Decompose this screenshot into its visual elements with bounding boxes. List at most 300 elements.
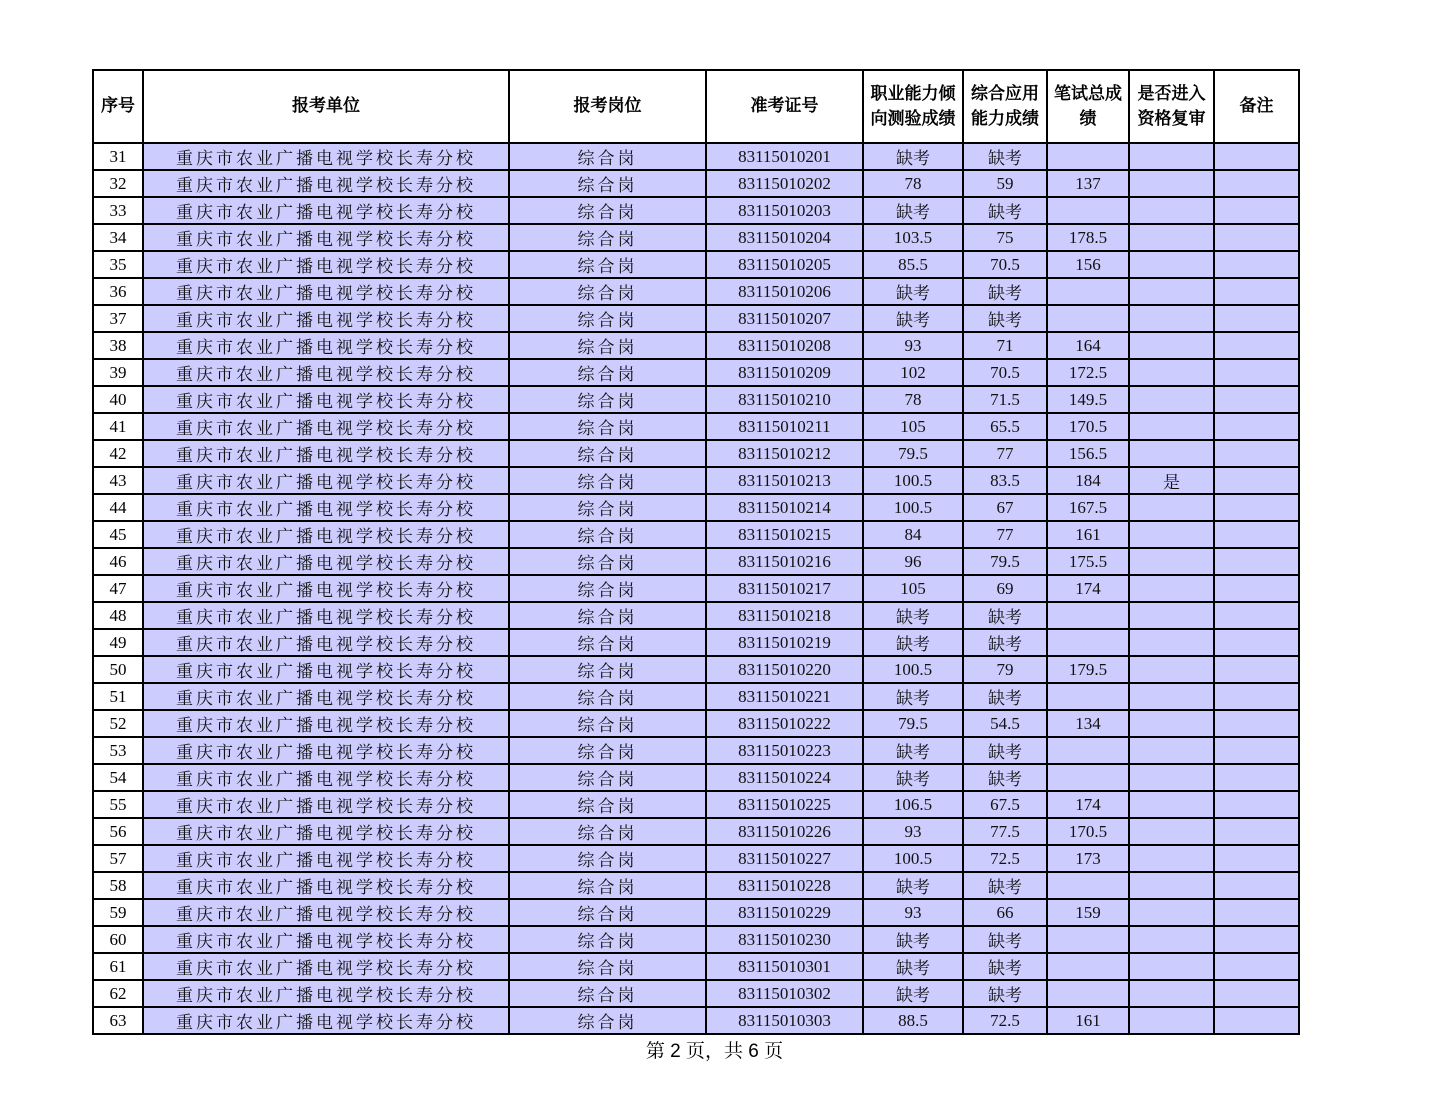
cell-qualification-review: [1129, 710, 1214, 737]
cell-position: 综合岗: [509, 737, 706, 764]
cell-unit: 重庆市农业广播电视学校长寿分校: [143, 953, 509, 980]
cell-index: 51: [93, 683, 143, 710]
table-row: [93, 872, 1299, 899]
table-body: [93, 143, 1299, 1034]
cell-qualification-review: [1129, 845, 1214, 872]
cell-position: 综合岗: [509, 224, 706, 251]
cell-qualification-review: [1129, 440, 1214, 467]
cell-remark: [1214, 143, 1299, 170]
cell-qualification-review: [1129, 278, 1214, 305]
table-row: [93, 683, 1299, 710]
cell-unit: 重庆市农业广播电视学校长寿分校: [143, 359, 509, 386]
cell-ticket-number: 83115010229: [706, 899, 863, 926]
cell-written-total-score: 134: [1047, 710, 1129, 737]
cell-remark: [1214, 602, 1299, 629]
cell-index: 36: [93, 278, 143, 305]
cell-ticket-number: 83115010209: [706, 359, 863, 386]
cell-remark: [1214, 791, 1299, 818]
cell-comprehensive-score: 缺考: [963, 278, 1047, 305]
cell-written-total-score: 174: [1047, 791, 1129, 818]
cell-position: 综合岗: [509, 548, 706, 575]
cell-position: 综合岗: [509, 764, 706, 791]
cell-comprehensive-score: 69: [963, 575, 1047, 602]
cell-qualification-review: [1129, 1007, 1214, 1034]
cell-ticket-number: 83115010207: [706, 305, 863, 332]
cell-index: 38: [93, 332, 143, 359]
cell-position: 综合岗: [509, 386, 706, 413]
cell-index: 33: [93, 197, 143, 224]
cell-ticket-number: 83115010302: [706, 980, 863, 1007]
cell-index: 50: [93, 656, 143, 683]
cell-ticket-number: 83115010213: [706, 467, 863, 494]
cell-remark: [1214, 845, 1299, 872]
cell-remark: [1214, 521, 1299, 548]
cell-ticket-number: 83115010220: [706, 656, 863, 683]
cell-qualification-review: [1129, 386, 1214, 413]
cell-ticket-number: 83115010227: [706, 845, 863, 872]
cell-position: 综合岗: [509, 278, 706, 305]
cell-qualification-review: [1129, 359, 1214, 386]
cell-aptitude-score: 84: [863, 521, 963, 548]
cell-ticket-number: 83115010202: [706, 170, 863, 197]
cell-ticket-number: 83115010216: [706, 548, 863, 575]
cell-ticket-number: 83115010303: [706, 1007, 863, 1034]
cell-qualification-review: [1129, 251, 1214, 278]
cell-qualification-review: [1129, 413, 1214, 440]
cell-position: 综合岗: [509, 521, 706, 548]
cell-unit: 重庆市农业广播电视学校长寿分校: [143, 224, 509, 251]
cell-comprehensive-score: 79.5: [963, 548, 1047, 575]
cell-position: 综合岗: [509, 170, 706, 197]
cell-aptitude-score: 100.5: [863, 467, 963, 494]
cell-position: 综合岗: [509, 926, 706, 953]
column-header-written-total-score: 笔试总成绩: [1047, 70, 1129, 143]
cell-position: 综合岗: [509, 413, 706, 440]
cell-comprehensive-score: 缺考: [963, 629, 1047, 656]
cell-written-total-score: [1047, 953, 1129, 980]
cell-remark: [1214, 359, 1299, 386]
cell-comprehensive-score: 72.5: [963, 845, 1047, 872]
cell-ticket-number: 83115010218: [706, 602, 863, 629]
cell-comprehensive-score: 75: [963, 224, 1047, 251]
cell-remark: [1214, 197, 1299, 224]
cell-written-total-score: 149.5: [1047, 386, 1129, 413]
cell-unit: 重庆市农业广播电视学校长寿分校: [143, 1007, 509, 1034]
cell-ticket-number: 83115010223: [706, 737, 863, 764]
cell-index: 32: [93, 170, 143, 197]
cell-remark: [1214, 656, 1299, 683]
cell-position: 综合岗: [509, 575, 706, 602]
cell-comprehensive-score: 79: [963, 656, 1047, 683]
cell-comprehensive-score: 缺考: [963, 953, 1047, 980]
column-header-remark: 备注: [1214, 70, 1299, 143]
cell-unit: 重庆市农业广播电视学校长寿分校: [143, 845, 509, 872]
cell-qualification-review: [1129, 872, 1214, 899]
cell-position: 综合岗: [509, 791, 706, 818]
cell-unit: 重庆市农业广播电视学校长寿分校: [143, 413, 509, 440]
cell-aptitude-score: 缺考: [863, 602, 963, 629]
cell-written-total-score: 161: [1047, 1007, 1129, 1034]
cell-comprehensive-score: 缺考: [963, 764, 1047, 791]
cell-comprehensive-score: 缺考: [963, 737, 1047, 764]
table-row: [93, 332, 1299, 359]
cell-aptitude-score: 85.5: [863, 251, 963, 278]
cell-written-total-score: 159: [1047, 899, 1129, 926]
cell-ticket-number: 83115010201: [706, 143, 863, 170]
cell-aptitude-score: 103.5: [863, 224, 963, 251]
cell-comprehensive-score: 缺考: [963, 926, 1047, 953]
cell-unit: 重庆市农业广播电视学校长寿分校: [143, 494, 509, 521]
cell-ticket-number: 83115010211: [706, 413, 863, 440]
cell-written-total-score: 137: [1047, 170, 1129, 197]
cell-unit: 重庆市农业广播电视学校长寿分校: [143, 575, 509, 602]
cell-unit: 重庆市农业广播电视学校长寿分校: [143, 143, 509, 170]
cell-unit: 重庆市农业广播电视学校长寿分校: [143, 170, 509, 197]
cell-aptitude-score: 缺考: [863, 872, 963, 899]
cell-comprehensive-score: 缺考: [963, 872, 1047, 899]
cell-position: 综合岗: [509, 629, 706, 656]
cell-ticket-number: 83115010228: [706, 872, 863, 899]
cell-remark: [1214, 1007, 1299, 1034]
cell-aptitude-score: 96: [863, 548, 963, 575]
cell-comprehensive-score: 71: [963, 332, 1047, 359]
cell-written-total-score: 172.5: [1047, 359, 1129, 386]
cell-ticket-number: 83115010224: [706, 764, 863, 791]
cell-unit: 重庆市农业广播电视学校长寿分校: [143, 899, 509, 926]
cell-qualification-review: [1129, 953, 1214, 980]
table-row: [93, 359, 1299, 386]
cell-written-total-score: 174: [1047, 575, 1129, 602]
table-row: [93, 953, 1299, 980]
cell-remark: [1214, 548, 1299, 575]
cell-remark: [1214, 251, 1299, 278]
cell-comprehensive-score: 67.5: [963, 791, 1047, 818]
cell-index: 35: [93, 251, 143, 278]
cell-qualification-review: [1129, 521, 1214, 548]
table-row: [93, 548, 1299, 575]
cell-ticket-number: 83115010208: [706, 332, 863, 359]
cell-position: 综合岗: [509, 197, 706, 224]
table-row: [93, 305, 1299, 332]
cell-aptitude-score: 105: [863, 413, 963, 440]
cell-written-total-score: 184: [1047, 467, 1129, 494]
cell-comprehensive-score: 65.5: [963, 413, 1047, 440]
cell-aptitude-score: 79.5: [863, 440, 963, 467]
cell-unit: 重庆市农业广播电视学校长寿分校: [143, 656, 509, 683]
cell-unit: 重庆市农业广播电视学校长寿分校: [143, 197, 509, 224]
cell-comprehensive-score: 77: [963, 521, 1047, 548]
cell-qualification-review: [1129, 899, 1214, 926]
cell-unit: 重庆市农业广播电视学校长寿分校: [143, 278, 509, 305]
cell-remark: [1214, 467, 1299, 494]
cell-remark: [1214, 440, 1299, 467]
cell-unit: 重庆市农业广播电视学校长寿分校: [143, 764, 509, 791]
cell-position: 综合岗: [509, 818, 706, 845]
cell-position: 综合岗: [509, 332, 706, 359]
cell-remark: [1214, 980, 1299, 1007]
cell-aptitude-score: 78: [863, 386, 963, 413]
cell-unit: 重庆市农业广播电视学校长寿分校: [143, 251, 509, 278]
table-row: [93, 791, 1299, 818]
cell-aptitude-score: 缺考: [863, 953, 963, 980]
cell-comprehensive-score: 缺考: [963, 197, 1047, 224]
cell-position: 综合岗: [509, 143, 706, 170]
table-row: [93, 764, 1299, 791]
cell-ticket-number: 83115010225: [706, 791, 863, 818]
column-header-qualification-review: 是否进入资格复审: [1129, 70, 1214, 143]
cell-position: 综合岗: [509, 494, 706, 521]
cell-remark: [1214, 305, 1299, 332]
table-row: [93, 737, 1299, 764]
cell-written-total-score: [1047, 629, 1129, 656]
cell-aptitude-score: 93: [863, 332, 963, 359]
cell-index: 56: [93, 818, 143, 845]
cell-remark: [1214, 953, 1299, 980]
cell-unit: 重庆市农业广播电视学校长寿分校: [143, 548, 509, 575]
cell-written-total-score: 156.5: [1047, 440, 1129, 467]
cell-comprehensive-score: 67: [963, 494, 1047, 521]
cell-comprehensive-score: 66: [963, 899, 1047, 926]
cell-ticket-number: 83115010219: [706, 629, 863, 656]
cell-position: 综合岗: [509, 440, 706, 467]
cell-index: 39: [93, 359, 143, 386]
cell-written-total-score: 179.5: [1047, 656, 1129, 683]
cell-qualification-review: [1129, 548, 1214, 575]
cell-remark: [1214, 737, 1299, 764]
cell-comprehensive-score: 54.5: [963, 710, 1047, 737]
cell-position: 综合岗: [509, 980, 706, 1007]
cell-remark: [1214, 764, 1299, 791]
table-header: [93, 70, 1299, 143]
cell-comprehensive-score: 70.5: [963, 251, 1047, 278]
cell-remark: [1214, 224, 1299, 251]
cell-aptitude-score: 100.5: [863, 656, 963, 683]
column-header-index: 序号: [93, 70, 143, 143]
cell-index: 45: [93, 521, 143, 548]
cell-written-total-score: [1047, 872, 1129, 899]
cell-ticket-number: 83115010203: [706, 197, 863, 224]
cell-unit: 重庆市农业广播电视学校长寿分校: [143, 683, 509, 710]
cell-remark: [1214, 332, 1299, 359]
cell-qualification-review: [1129, 305, 1214, 332]
cell-index: 44: [93, 494, 143, 521]
cell-remark: [1214, 386, 1299, 413]
cell-index: 58: [93, 872, 143, 899]
cell-remark: [1214, 170, 1299, 197]
cell-index: 53: [93, 737, 143, 764]
cell-qualification-review: [1129, 494, 1214, 521]
cell-comprehensive-score: 77.5: [963, 818, 1047, 845]
cell-aptitude-score: 102: [863, 359, 963, 386]
cell-aptitude-score: 缺考: [863, 305, 963, 332]
cell-unit: 重庆市农业广播电视学校长寿分校: [143, 926, 509, 953]
cell-comprehensive-score: 缺考: [963, 980, 1047, 1007]
cell-written-total-score: [1047, 926, 1129, 953]
table-row: [93, 197, 1299, 224]
table-row: [93, 413, 1299, 440]
cell-unit: 重庆市农业广播电视学校长寿分校: [143, 602, 509, 629]
column-header-unit: 报考单位: [143, 70, 509, 143]
cell-comprehensive-score: 72.5: [963, 1007, 1047, 1034]
cell-qualification-review: 是: [1129, 467, 1214, 494]
table-row: [93, 926, 1299, 953]
cell-position: 综合岗: [509, 359, 706, 386]
table-row: [93, 1007, 1299, 1034]
cell-qualification-review: [1129, 332, 1214, 359]
cell-ticket-number: 83115010212: [706, 440, 863, 467]
cell-unit: 重庆市农业广播电视学校长寿分校: [143, 467, 509, 494]
cell-ticket-number: 83115010215: [706, 521, 863, 548]
cell-written-total-score: 161: [1047, 521, 1129, 548]
cell-written-total-score: [1047, 980, 1129, 1007]
column-header-comprehensive-score: 综合应用能力成绩: [963, 70, 1047, 143]
cell-written-total-score: [1047, 737, 1129, 764]
cell-aptitude-score: 缺考: [863, 629, 963, 656]
cell-remark: [1214, 872, 1299, 899]
table-row: [93, 143, 1299, 170]
cell-ticket-number: 83115010217: [706, 575, 863, 602]
table-row: [93, 224, 1299, 251]
cell-unit: 重庆市农业广播电视学校长寿分校: [143, 305, 509, 332]
cell-written-total-score: 170.5: [1047, 413, 1129, 440]
cell-position: 综合岗: [509, 710, 706, 737]
cell-index: 57: [93, 845, 143, 872]
cell-aptitude-score: 88.5: [863, 1007, 963, 1034]
cell-index: 47: [93, 575, 143, 602]
cell-comprehensive-score: 缺考: [963, 683, 1047, 710]
cell-ticket-number: 83115010226: [706, 818, 863, 845]
cell-comprehensive-score: 缺考: [963, 602, 1047, 629]
cell-qualification-review: [1129, 143, 1214, 170]
cell-unit: 重庆市农业广播电视学校长寿分校: [143, 980, 509, 1007]
cell-comprehensive-score: 缺考: [963, 305, 1047, 332]
cell-unit: 重庆市农业广播电视学校长寿分校: [143, 386, 509, 413]
cell-comprehensive-score: 缺考: [963, 143, 1047, 170]
cell-ticket-number: 83115010210: [706, 386, 863, 413]
cell-ticket-number: 83115010222: [706, 710, 863, 737]
cell-aptitude-score: 缺考: [863, 926, 963, 953]
cell-written-total-score: 175.5: [1047, 548, 1129, 575]
table-row: [93, 818, 1299, 845]
cell-index: 43: [93, 467, 143, 494]
header-row: [93, 70, 1299, 143]
cell-position: 综合岗: [509, 602, 706, 629]
table-row: [93, 278, 1299, 305]
cell-qualification-review: [1129, 629, 1214, 656]
table-row: [93, 521, 1299, 548]
cell-aptitude-score: 100.5: [863, 845, 963, 872]
cell-index: 54: [93, 764, 143, 791]
cell-aptitude-score: 缺考: [863, 980, 963, 1007]
cell-position: 综合岗: [509, 305, 706, 332]
cell-unit: 重庆市农业广播电视学校长寿分校: [143, 818, 509, 845]
cell-position: 综合岗: [509, 467, 706, 494]
cell-qualification-review: [1129, 980, 1214, 1007]
cell-index: 31: [93, 143, 143, 170]
cell-index: 61: [93, 953, 143, 980]
cell-unit: 重庆市农业广播电视学校长寿分校: [143, 791, 509, 818]
table-row: [93, 656, 1299, 683]
cell-position: 综合岗: [509, 656, 706, 683]
cell-aptitude-score: 105: [863, 575, 963, 602]
cell-written-total-score: [1047, 764, 1129, 791]
table-row: [93, 899, 1299, 926]
table-row: [93, 980, 1299, 1007]
table-row: [93, 251, 1299, 278]
cell-remark: [1214, 926, 1299, 953]
cell-position: 综合岗: [509, 953, 706, 980]
cell-index: 42: [93, 440, 143, 467]
table-row: [93, 602, 1299, 629]
cell-position: 综合岗: [509, 1007, 706, 1034]
cell-unit: 重庆市农业广播电视学校长寿分校: [143, 872, 509, 899]
cell-qualification-review: [1129, 602, 1214, 629]
cell-aptitude-score: 100.5: [863, 494, 963, 521]
score-table: [92, 69, 1300, 1035]
cell-index: 46: [93, 548, 143, 575]
cell-comprehensive-score: 70.5: [963, 359, 1047, 386]
cell-remark: [1214, 710, 1299, 737]
cell-unit: 重庆市农业广播电视学校长寿分校: [143, 710, 509, 737]
table-row: [93, 386, 1299, 413]
cell-written-total-score: [1047, 602, 1129, 629]
cell-comprehensive-score: 59: [963, 170, 1047, 197]
cell-index: 59: [93, 899, 143, 926]
cell-aptitude-score: 缺考: [863, 278, 963, 305]
cell-qualification-review: [1129, 791, 1214, 818]
cell-qualification-review: [1129, 197, 1214, 224]
table-row: [93, 494, 1299, 521]
cell-written-total-score: 173: [1047, 845, 1129, 872]
column-header-position: 报考岗位: [509, 70, 706, 143]
cell-written-total-score: 178.5: [1047, 224, 1129, 251]
cell-aptitude-score: 缺考: [863, 143, 963, 170]
cell-index: 62: [93, 980, 143, 1007]
cell-index: 41: [93, 413, 143, 440]
cell-qualification-review: [1129, 926, 1214, 953]
cell-ticket-number: 83115010214: [706, 494, 863, 521]
cell-written-total-score: [1047, 278, 1129, 305]
cell-qualification-review: [1129, 818, 1214, 845]
cell-comprehensive-score: 71.5: [963, 386, 1047, 413]
cell-position: 综合岗: [509, 683, 706, 710]
cell-ticket-number: 83115010205: [706, 251, 863, 278]
cell-remark: [1214, 818, 1299, 845]
cell-remark: [1214, 629, 1299, 656]
cell-qualification-review: [1129, 737, 1214, 764]
table-row: [93, 467, 1299, 494]
page-footer: [0, 1036, 1429, 1063]
cell-aptitude-score: 缺考: [863, 683, 963, 710]
cell-written-total-score: [1047, 305, 1129, 332]
cell-qualification-review: [1129, 170, 1214, 197]
cell-unit: 重庆市农业广播电视学校长寿分校: [143, 332, 509, 359]
cell-index: 34: [93, 224, 143, 251]
cell-qualification-review: [1129, 683, 1214, 710]
cell-ticket-number: 83115010204: [706, 224, 863, 251]
cell-written-total-score: 156: [1047, 251, 1129, 278]
table-row: [93, 629, 1299, 656]
cell-index: 49: [93, 629, 143, 656]
cell-remark: [1214, 575, 1299, 602]
cell-index: 60: [93, 926, 143, 953]
table-row: [93, 710, 1299, 737]
cell-unit: 重庆市农业广播电视学校长寿分校: [143, 629, 509, 656]
cell-aptitude-score: 79.5: [863, 710, 963, 737]
cell-position: 综合岗: [509, 872, 706, 899]
cell-written-total-score: 167.5: [1047, 494, 1129, 521]
cell-index: 40: [93, 386, 143, 413]
